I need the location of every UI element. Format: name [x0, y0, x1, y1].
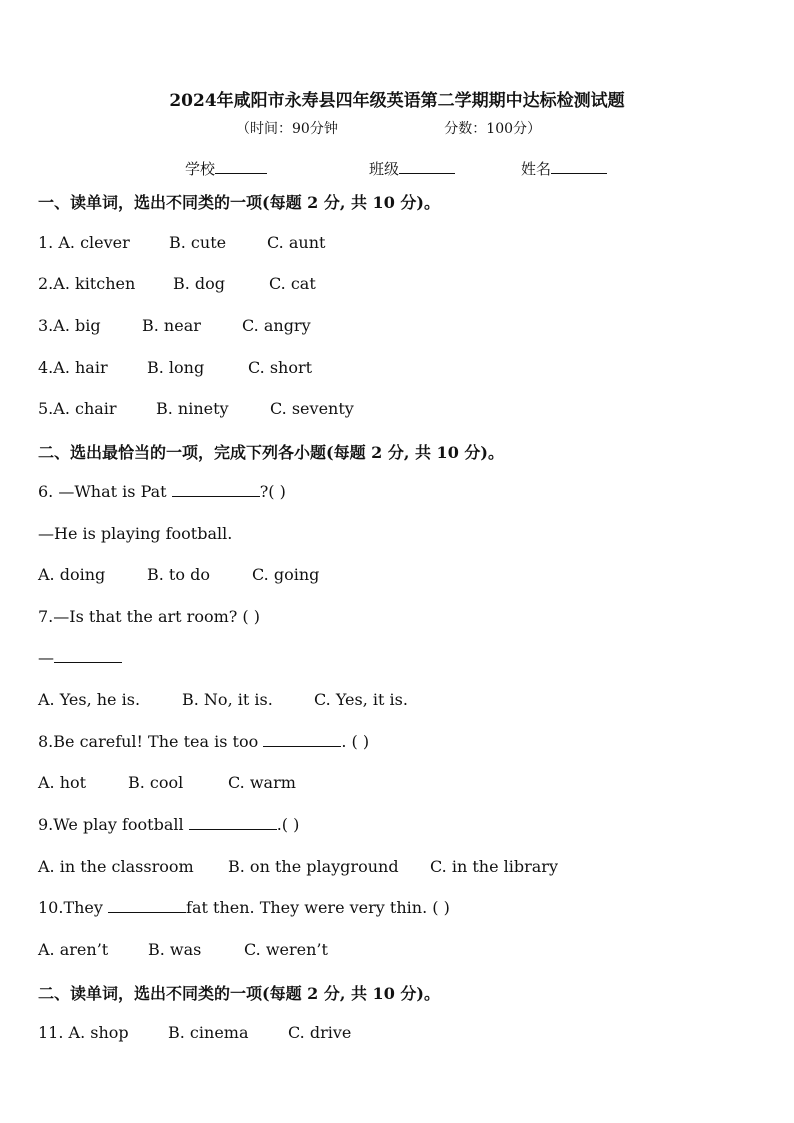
section-1-heading: 一、读单词，选出不同类的一项(每题 2 分, 共 10 分)。 [38, 193, 440, 212]
q7-option-b[interactable]: B. No, it is. [182, 690, 273, 709]
question-8-options [38, 773, 296, 792]
q6-answer-blank[interactable] [172, 482, 260, 497]
question-2 [38, 274, 316, 293]
q11-option-a[interactable]: 11. A. shop [38, 1023, 129, 1042]
q8-stem-text: 8.Be careful! The tea is too [38, 732, 259, 751]
q6-option-b[interactable]: B. to do [147, 565, 210, 584]
name-blank[interactable] [551, 159, 607, 174]
q1-option-c[interactable]: C. aunt [267, 233, 326, 252]
q10-stem-tail: fat then. They were very thin. ( ) [186, 898, 450, 917]
total-score: 分数：100分） [444, 121, 542, 137]
q5-option-a[interactable]: 5.A. chair [38, 399, 117, 418]
school-blank[interactable] [215, 159, 267, 174]
q1-option-a[interactable]: 1. A. clever [38, 233, 130, 252]
name-label: 姓名 [521, 160, 552, 178]
q6-stem-text: 6. —What is Pat [38, 482, 167, 501]
q10-stem-text: 10.They [38, 898, 103, 917]
q6-stem-tail: ?( ) [259, 482, 286, 501]
question-9-stem [38, 815, 299, 834]
q10-option-c[interactable]: C. weren’t [244, 940, 328, 959]
question-8-stem [38, 732, 369, 751]
school-label: 学校 [185, 160, 216, 178]
question-4 [38, 358, 313, 377]
q1-option-b[interactable]: B. cute [169, 233, 227, 252]
q11-option-c[interactable]: C. drive [288, 1023, 352, 1042]
q7-option-a[interactable]: A. Yes, he is. [38, 690, 141, 709]
question-10-stem [38, 898, 450, 917]
q8-option-b[interactable]: B. cool [128, 773, 184, 792]
q11-option-b[interactable]: B. cinema [168, 1023, 249, 1042]
q5-option-c[interactable]: C. seventy [270, 399, 354, 418]
question-11 [38, 1023, 352, 1042]
q8-option-a[interactable]: A. hot [38, 773, 87, 792]
section-3-heading: 二、读单词，选出不同类的一项(每题 2 分, 共 10 分)。 [38, 984, 440, 1003]
question-10-options [38, 940, 328, 959]
question-6-stem [38, 482, 286, 501]
q5-option-b[interactable]: B. ninety [156, 399, 229, 418]
class-field[interactable] [369, 158, 455, 179]
name-field[interactable] [521, 158, 607, 179]
section-2-heading: 二、选出最恰当的一项，完成下列各小题(每题 2 分, 共 10 分)。 [38, 443, 504, 462]
question-1 [38, 233, 326, 252]
q7-reply-dash: — [38, 648, 54, 667]
q7-reply [38, 648, 122, 667]
q8-option-c[interactable]: C. warm [228, 773, 296, 792]
class-blank[interactable] [399, 159, 455, 174]
q9-answer-blank[interactable] [189, 815, 277, 830]
question-7-stem: 7.—Is that the art room? ( ) [38, 607, 260, 626]
q10-option-a[interactable]: A. aren’t [38, 940, 109, 959]
exam-meta [236, 118, 541, 138]
school-field[interactable] [185, 158, 267, 179]
q3-option-a[interactable]: 3.A. big [38, 316, 101, 335]
page-title: 2024年咸阳市永寿县四年级英语第二学期期中达标检测试题 [169, 91, 625, 111]
q6-option-c[interactable]: C. going [252, 565, 320, 584]
q2-option-b[interactable]: B. dog [173, 274, 226, 293]
q3-option-c[interactable]: C. angry [242, 316, 311, 335]
q7-option-c[interactable]: C. Yes, it is. [314, 690, 408, 709]
q8-answer-blank[interactable] [263, 732, 341, 747]
q6-reply: —He is playing football. [38, 524, 233, 543]
question-5 [38, 399, 354, 418]
q6-option-a[interactable]: A. doing [38, 565, 106, 584]
time-limit: （时间：90分钟 [236, 121, 338, 137]
class-label: 班级 [369, 160, 400, 178]
q3-option-b[interactable]: B. near [142, 316, 201, 335]
q4-option-a[interactable]: 4.A. hair [38, 358, 108, 377]
q7-answer-blank[interactable] [54, 648, 122, 663]
q10-option-b[interactable]: B. was [148, 940, 202, 959]
q8-stem-tail: . ( ) [341, 732, 370, 751]
q2-option-c[interactable]: C. cat [269, 274, 316, 293]
q9-stem-text: 9.We play football [38, 815, 184, 834]
q2-option-a[interactable]: 2.A. kitchen [38, 274, 136, 293]
question-9-options [38, 857, 558, 876]
q4-option-c[interactable]: C. short [248, 358, 313, 377]
q9-option-a[interactable]: A. in the classroom [38, 857, 194, 876]
q4-option-b[interactable]: B. long [147, 358, 205, 377]
q10-answer-blank[interactable] [108, 898, 186, 913]
q9-option-b[interactable]: B. on the playground [228, 857, 399, 876]
question-7-options [38, 690, 408, 709]
q9-option-c[interactable]: C. in the library [430, 857, 558, 876]
q9-stem-tail: .( ) [276, 815, 300, 834]
question-6-options [38, 565, 320, 584]
question-3 [38, 316, 311, 335]
student-info [185, 158, 552, 179]
